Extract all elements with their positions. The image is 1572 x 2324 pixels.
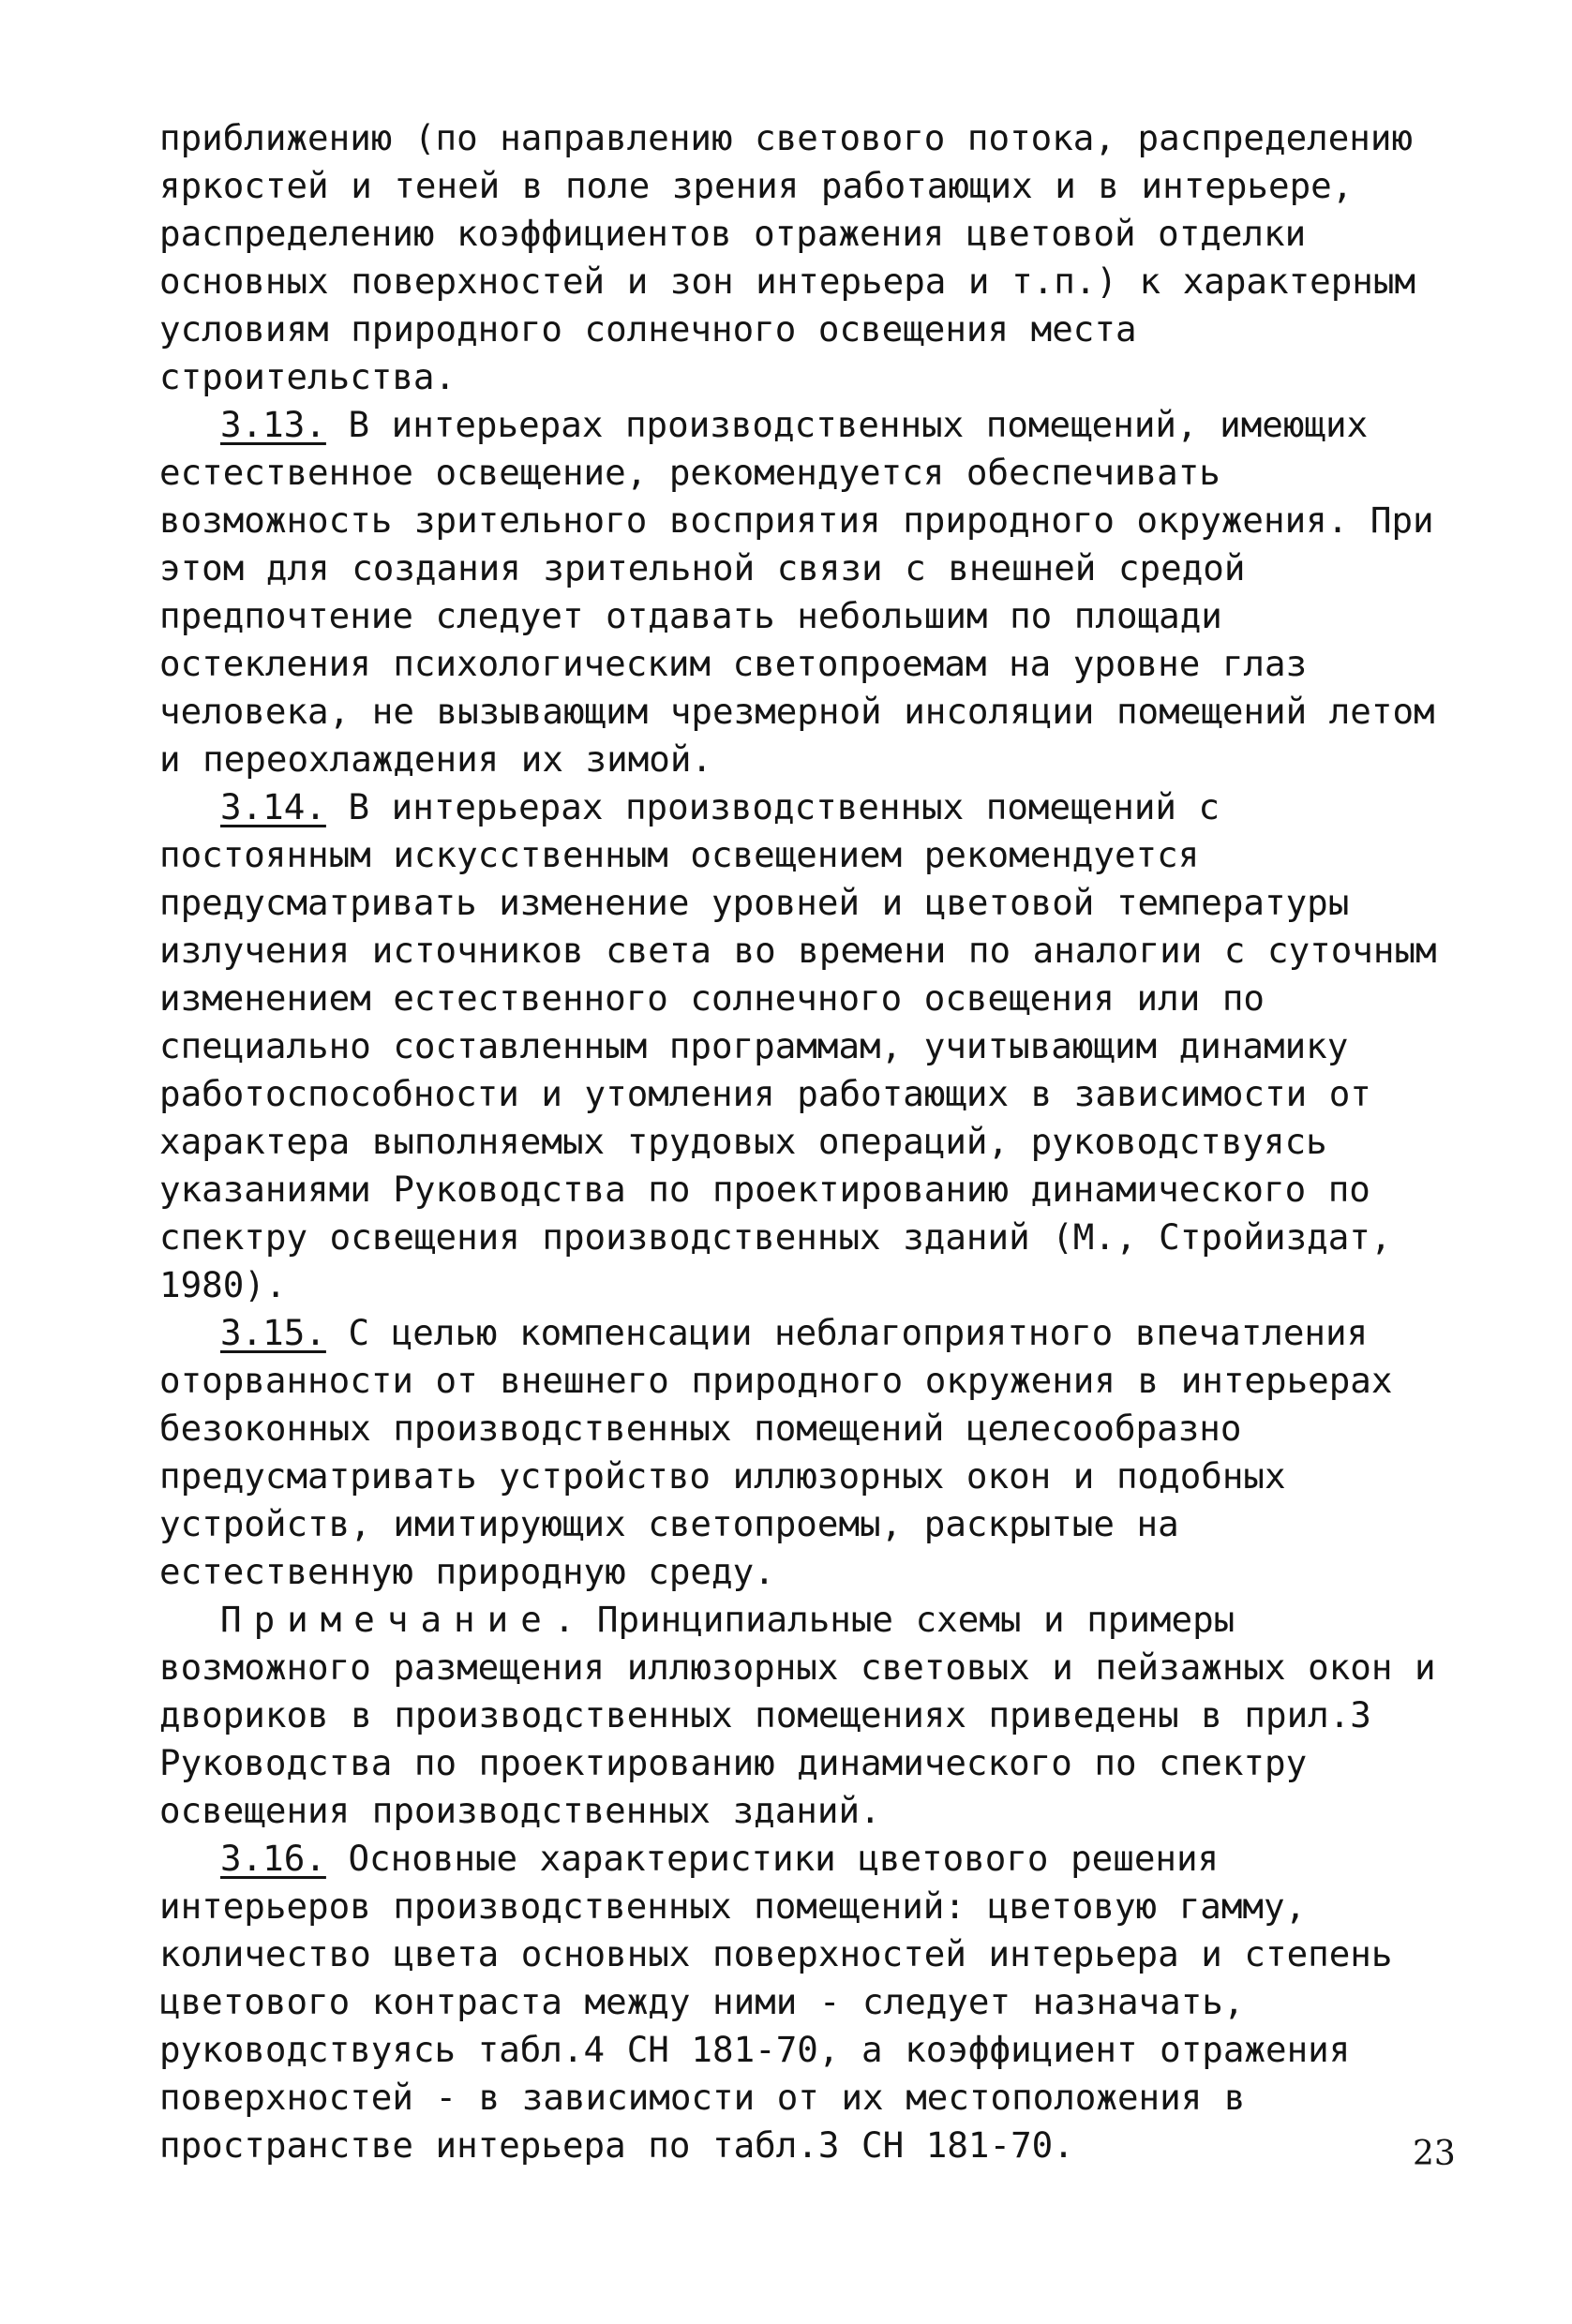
note-text: . Принципиальные схемы и примеры возможного размещения иллюзорных световых и пейзажных окон и двориков в производственных помещениях приведены в прил.3 Руководства по проектированию динамического по спектру освещения производственных зданий. [159, 1599, 1436, 1831]
section-3-16 [159, 1835, 1439, 2169]
document-page [159, 114, 1439, 2169]
note-paragraph [159, 1596, 1439, 1835]
section-text: С целью компенсации неблагоприятного впечатления оторванности от внешнего природного окружения в интерьерах безоконных производственных помещений целесообразно предусматривать устройство иллюзорных окон и подобных устройств, имитирующих светопроемы, раскрытые на естественную природную среду. [159, 1312, 1393, 1592]
section-text: Основные характеристики цветового решения интерьеров производственных помещений: цветовую гамму, количество цвета основных поверхностей интерьера и степень цветового контраста между ними - следует назначать, руководствуясь табл.4 СН 181-70, а коэффициент отражения поверхностей - в зависимости от их местоположения в пространстве интерьера по табл.3 СН 181-70. [159, 1838, 1393, 2166]
section-number: 3.16. [220, 1838, 326, 1879]
section-number: 3.15. [220, 1312, 326, 1353]
section-text: В интерьерах производственных помещений с постоянным искусственным освещением рекомендуется предусматривать изменение уровней и цветовой температуры излучения источников света во времени по аналогии с суточным изменением естественного солнечного освещения или по специально составленным программам, учитывающим динамику работоспособности и утомления работающих в зависимости от характера выполняемых трудовых операций, руководствуясь указаниями Руководства по проектированию динамического по спектру освещения производственных зданий (М., Стройиздат, 1980). [159, 786, 1437, 1305]
intro-paragraph [159, 114, 1439, 401]
section-number: 3.13. [220, 404, 326, 445]
page-number: 23 [1413, 2135, 1456, 2173]
section-3-13 [159, 401, 1439, 783]
section-3-14 [159, 783, 1439, 1309]
section-text: В интерьерах производственных помещений, имеющих естественное освещение, рекомендуется обеспечивать возможность зрительного восприятия природного окружения. При этом для создания зрительной связи с внешней средой предпочтение следует отдавать небольшим по площади остекления психологическим светопроемам на уровне глаз человека, не вызывающим чрезмерной инсоляции помещений летом и переохлаждения их зимой. [159, 404, 1435, 780]
note-label: Примечание [220, 1599, 554, 1640]
section-number: 3.14. [220, 786, 326, 827]
section-3-15 [159, 1309, 1439, 1596]
intro-paragraph-text: приближению (по направлению светового потока, распределению яркостей и теней в поле зрения работающих и в интерьере, распределению коэффициентов отражения цветовой отделки основных поверхностей и зон интерьера и т.п.) к характерным условиям природного солнечного освещения места строительства. [159, 117, 1416, 397]
